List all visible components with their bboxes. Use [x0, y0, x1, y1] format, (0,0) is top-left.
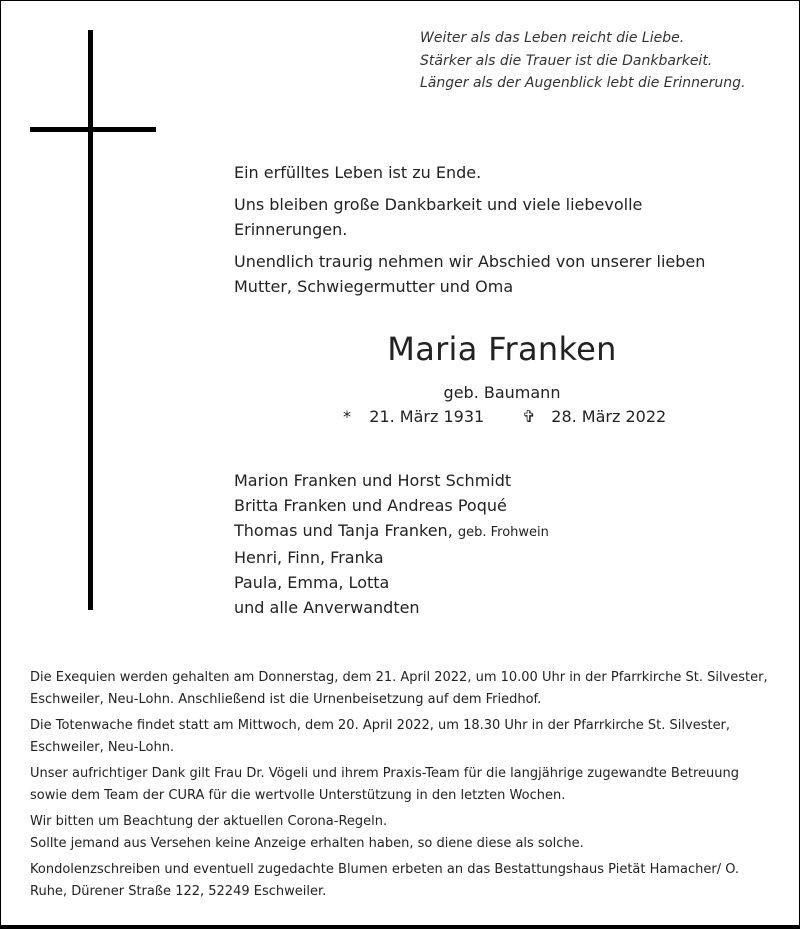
note-paragraph: Unser aufrichtiger Dank gilt Frau Dr. Vögeli und ihrem Praxis-Team für die langjährige zugewandte Betreuung sowie dem Team der CURA für die wertvolle Unterstützung in den letzten Wochen.	[30, 766, 739, 803]
born-date-line	[340, 407, 484, 426]
family-note: geb. Frohwein	[457, 525, 549, 540]
note-paragraph: Die Totenwache findet statt am Mittwoch, dem 20. April 2022, um 18.30 Uhr in der Pfarrkirche St. Silvester, Eschweiler, Neu-Lohn.	[30, 718, 731, 755]
note-paragraph: Sollte jemand aus Versehen keine Anzeige erhalten haben, so diene diese als solche.	[30, 835, 584, 851]
note-paragraph: Die Exequien werden gehalten am Donnerstag, dem 21. April 2022, um 10.00 Uhr in der Pfarrkirche St. Silvester, Eschweiler, Neu-Lohn. Anschließend ist die Urnenbeisetzung auf dem Friedhof.	[30, 670, 768, 707]
poem-line: Stärker als die Trauer ist die Dankbarkeit.	[420, 52, 713, 69]
poem-line: Weiter als das Leben reicht die Liebe.	[420, 30, 685, 46]
cross-icon-vertical	[88, 30, 93, 610]
born-date: 21. März 1931	[369, 407, 485, 426]
death-cross-icon: ✞	[522, 407, 536, 426]
deceased-name: Maria Franken	[387, 330, 617, 368]
family-line: Paula, Emma, Lotta	[234, 573, 390, 592]
intro-line: Unendlich traurig nehmen wir Abschied von unserer lieben Mutter, Schwiegermutter und Oma	[234, 252, 706, 296]
birth-star-icon: *	[343, 407, 351, 426]
family-list	[234, 468, 549, 620]
note-paragraph: Wir bitten um Beachtung der aktuellen Corona-Regeln.	[30, 814, 388, 829]
family-line: Britta Franken und Andreas Poqué	[234, 496, 507, 515]
family-line: Thomas und Tanja Franken, geb. Frohwein	[234, 521, 549, 540]
family-line: und alle Anverwandten	[234, 598, 420, 617]
birth-name: geb. Baumann	[443, 383, 561, 402]
notes	[30, 667, 775, 907]
poem	[420, 27, 745, 95]
died-date: 28. März 2022	[551, 407, 667, 426]
family-line: Henri, Finn, Franka	[234, 548, 384, 567]
family-line: Marion Franken und Horst Schmidt	[234, 471, 512, 490]
note-paragraph: Kondolenzschreiben und eventuell zugedachte Blumen erbeten an das Bestattungshaus Pietät Hamacher/ O. Ruhe, Dürener Straße 122, 52249 Eschweiler.	[30, 862, 740, 899]
bottom-rule	[0, 925, 800, 929]
intro-line: Uns bleiben große Dankbarkeit und viele liebevolle Erinnerungen.	[234, 195, 643, 239]
poem-line: Länger als der Augenblick lebt die Erinnerung.	[420, 75, 746, 91]
intro-text	[234, 160, 734, 306]
died-date-line	[522, 407, 666, 426]
cross-icon-horizontal	[30, 127, 156, 132]
intro-line: Ein erfülltes Leben ist zu Ende.	[234, 163, 482, 182]
